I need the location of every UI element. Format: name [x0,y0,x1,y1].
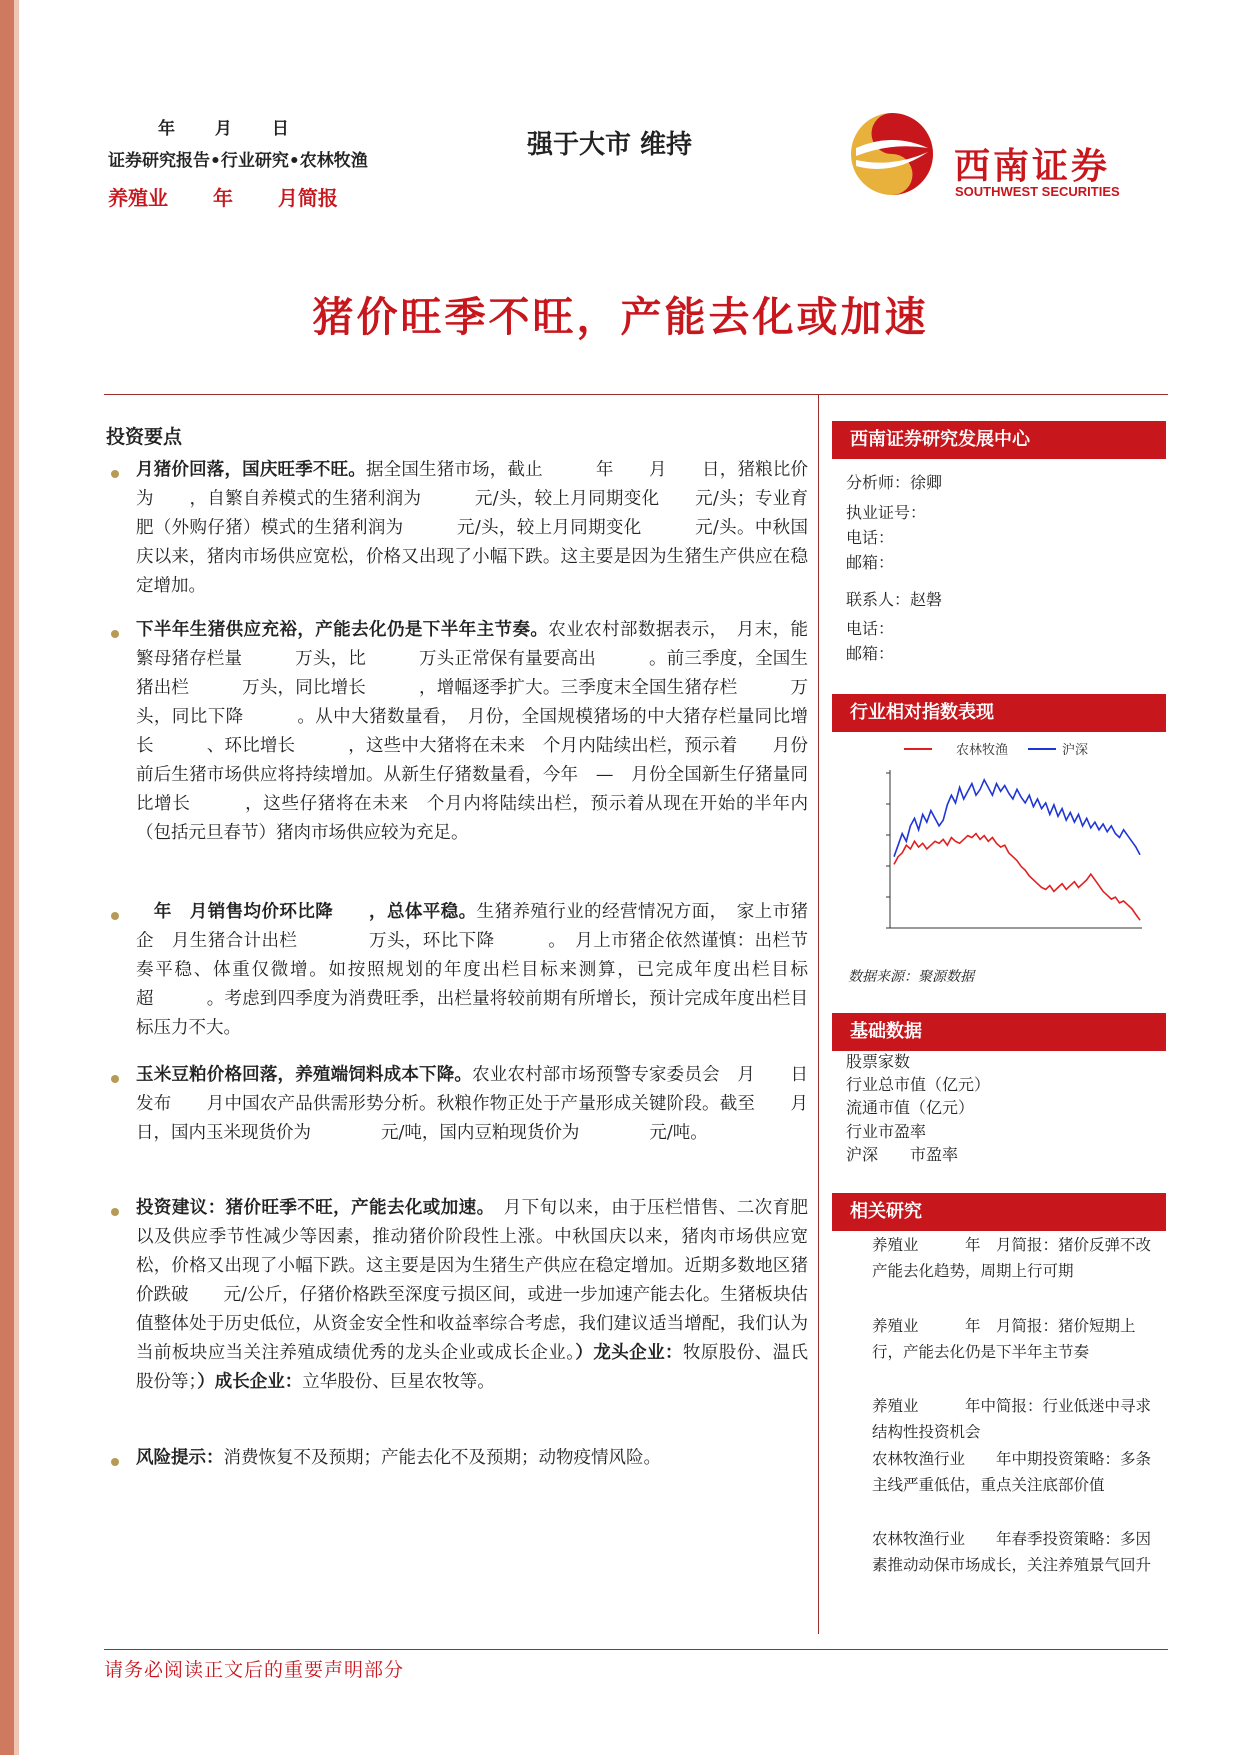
basic-item-stock-count: 股票家数 [846,1052,911,1071]
point-6 [136,1444,808,1473]
phone-1: 电话： [846,528,895,547]
point-2-heading: 下半年生猪供应充裕，产能去化仍是下半年主节奏。 [136,620,549,640]
point-5-leaders-label: ）龙头企业： [575,1343,683,1363]
left-margin-bar [0,0,14,1755]
legend-label-b: 沪深 [1062,742,1089,757]
data-source: 数据来源：聚源数据 [848,969,974,985]
point-5 [136,1194,808,1397]
report-title: 猪价旺季不旺，产能去化或加速 [312,293,929,341]
point-4-text: 农业农村部市场预警专家委员会 月 日发布 月中国农产品供需形势分析。秋粮作物正处于产量形成关键阶段。截至 月 日，国内玉米现货价为 元/吨，国内豆粕现货价为 元/吨。 [136,1065,843,1143]
point-1 [136,456,808,601]
point-1-text: 据全国生猪市场，截止 年 月 日，猪粮比价为 ，自繁自养模式的生猪利润为 元/头，较上月同期变化 元/头；专业育肥（外购仔猪）模式的生猪利润为 元/头，较上月同期变化 元/头。中秋国庆以来，猪肉市场供应宽松，价格又出现了小幅下跌。这主要是因为生猪生产供应在稳定增加。 [136,460,809,596]
industry-rating: 强于大市 维持 [527,130,693,160]
license-no: 执业证号： [846,503,927,522]
bullet-icon [111,912,119,920]
point-5-text: 月下旬以来，由于压栏惜售、二次育肥以及供应季节性减少等因素，推动猪价阶段性上涨。中秋国庆以来，猪肉市场供应宽松，价格又出现了小幅下跌。这主要是因为生猪生产供应在稳定增加。近期多数地区猪价跌破 元/公斤，仔猪价格跌至深度亏损区间，或进一步加速产能去化。生猪板块估值整体处于历史低位，从资金安全性和收益率综合考虑，我们建议适当增配，我们认为当前板块应当关注养殖成绩优秀的龙头企业或成长企业。 [136,1198,809,1363]
point-4-heading: 玉米豆粕价格回落，养殖端饲料成本下降。 [136,1065,473,1085]
point-4 [136,1061,843,1148]
bottom-divider [104,1649,1168,1650]
point-5-growth: 立华股份、巨星农牧等。 [302,1372,495,1392]
left-margin-bar-light [14,0,19,1755]
basic-item-index-pe: 沪深 市盈率 [846,1145,959,1164]
column-divider [818,394,819,1634]
relative-index-chart [836,736,1166,936]
analyst: 分析师：徐卿 [846,473,943,492]
related-item-4[interactable]: 农林牧渔行业 年中期投资策略：多条主线严重低估，重点关注底部价值 [872,1450,1152,1494]
point-3-heading: 年 月销售均价环比降 ，总体平稳。 [136,902,477,922]
related-item-1[interactable]: 养殖业 年 月简报：猪价反弹不改产能去化趋势，周期上行可期 [872,1236,1152,1280]
point-5-leaders: 牧原股份、温氏股份等； [136,1343,809,1392]
basic-item-float-cap: 流通市值（亿元） [846,1098,975,1117]
contact: 联系人：赵磐 [846,590,943,609]
logo-text-en: SOUTHWEST SECURITIES [955,184,1120,199]
point-6-heading: 风险提示： [136,1448,224,1468]
disclaimer-footer: 请务必阅读正文后的重要声明部分 [104,1659,405,1681]
related-item-5[interactable]: 农林牧渔行业 年春季投资策略：多因素推动动保市场成长，关注养殖景气回升 [872,1530,1152,1574]
email-1: 邮箱： [846,553,895,572]
research-center-header: 西南证券研究发展中心 [832,421,1166,459]
legend-label-a: 农林牧渔 [956,742,1009,757]
bullet-icon [111,630,119,638]
point-5-heading: 投资建议：猪价旺季不旺，产能去化或加速。 [136,1198,486,1218]
bullet-icon [111,1075,119,1083]
southwest-securities-logo-icon [850,112,934,196]
report-date: 年 月 日 [158,119,289,139]
basic-item-total-cap: 行业总市值（亿元） [846,1075,991,1094]
report-type: 证券研究报告•行业研究•农林牧渔 [108,151,368,171]
point-3 [136,898,808,1043]
basic-data-header: 基础数据 [832,1013,1166,1051]
related-research-header: 相关研究 [832,1193,1166,1231]
point-6-text: 消费恢复不及预期；产能去化不及预期；动物疫情风险。 [223,1448,661,1468]
bullet-icon [111,1208,119,1216]
section-title: 投资要点 [106,426,183,448]
point-5-growth-label: ）成长企业： [197,1372,303,1392]
point-3-text: 生猪养殖行业的经营情况方面， 家上市猪企 月生猪合计出栏 万头，环比下降 。 月上市猪企依然谨慎：出栏节奏平稳、体重仅微增。如按照规划的年度出栏目标来测算，已完成年度出栏目标超 。考虑到四季度为消费旺季，出栏量将较前期有所增长，预计完成年度出栏目标压力不大。 [136,902,809,1038]
phone-2: 电话： [846,619,895,638]
logo-text-cn: 西南证券 [954,145,1111,187]
point-1-heading: 月猪价回落，国庆旺季不旺。 [136,460,366,480]
bullet-icon [111,1458,119,1466]
related-item-2[interactable]: 养殖业 年 月简报：猪价短期上行，产能去化仍是下半年主节奏 [872,1317,1136,1361]
related-item-3[interactable]: 养殖业 年中简报：行业低迷中寻求结构性投资机会 [872,1397,1152,1441]
top-divider [104,394,1168,395]
email-2: 邮箱： [846,644,895,663]
bullet-icon [111,470,119,478]
index-chart-header: 行业相对指数表现 [832,694,1166,732]
point-2-text: 农业农村部数据表示， 月末，能繁母猪存栏量 万头，比 万头正常保有量要高出 。前三季度，全国生猪出栏 万头，同比增长 ，增幅逐季扩大。三季度末全国生猪存栏 万头，同比下降 。从中大猪数量看， 月份，全国规模猪场的中大猪存栏量同比增长 、环比增长 ，这些中大猪将在未来 个月内陆续出栏，预示着 月份前后生猪市场供应将持续增加。从新生仔猪数量看，今年 — 月份全国新生仔猪量同比增长 ，这些仔猪将在未来 个月内将陆续出栏，预示着从现在开始的半年内（包括元旦春节）猪肉市场供应较为充足。 [136,620,809,843]
report-brief: 养殖业 年 月简报 [108,186,338,210]
point-2 [136,616,808,848]
series-line-nonglin [894,834,1140,921]
basic-item-pe: 行业市盈率 [846,1122,927,1141]
